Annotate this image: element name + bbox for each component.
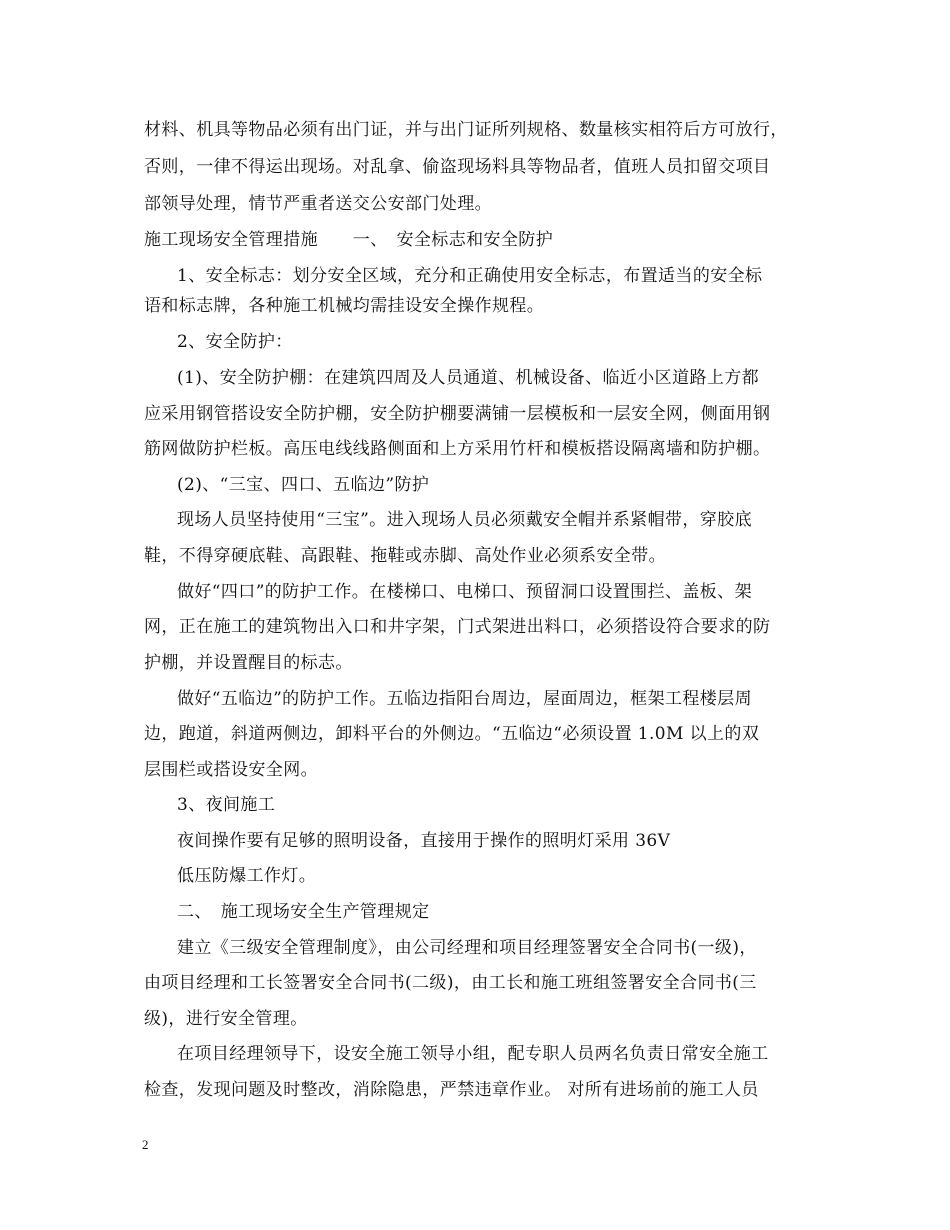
body-line-17: 做好“五临边”的防护工作。五临边指阳台周边，屋面周边，框架工程楼层周 — [177, 689, 752, 709]
section-heading-line: 施工现场安全管理措施 一、 安全标志和安全防护 — [144, 230, 554, 250]
body-line-18: 边，跑道，斜道两侧边，卸料平台的外侧边。“五临边“必须设置 1.0M 以上的双 — [144, 724, 760, 744]
body-line-21: 夜间操作要有足够的照明设备，直接用于操作的照明灯采用 36V — [177, 831, 671, 851]
body-line-26: 级)，进行安全管理。 — [144, 1009, 308, 1029]
page-number: 2 — [142, 1137, 149, 1152]
body-line-22: 低压防爆工作灯。 — [177, 866, 317, 886]
body-line-28: 检查，发现问题及时整改，消除隐患，严禁违章作业。 对所有进场前的施工人员 — [144, 1080, 759, 1100]
body-line-27: 在项目经理领导下，设安全施工领导小组，配专职人员两名负责日常安全施工 — [177, 1044, 769, 1064]
body-line-3: 部领导处理，情节严重者送交公安部门处理。 — [144, 194, 492, 214]
body-line-10: 筋网做防护栏板。高压电线线路侧面和上方采用竹杆和模板搭设隔离墙和防护棚。 — [144, 439, 771, 459]
body-line-7: 2、安全防护： — [177, 332, 293, 352]
body-line-2: 否则，一律不得运出现场。对乱拿、偷盗现场料具等物品者，值班人员扣留交项目 — [144, 157, 771, 177]
body-line-19: 层围栏或搭设安全网。 — [144, 760, 318, 780]
body-line-9: 应采用钢管搭设安全防护棚，安全防护棚要满铺一层模板和一层安全网，侧面用钢 — [144, 404, 771, 424]
body-line-13: 鞋，不得穿硬底鞋、高跟鞋、拖鞋或赤脚、高处作业必须系安全带。 — [144, 546, 666, 566]
body-line-8: (1)、安全防护棚：在建筑四周及人员通道、机械设备、临近小区道路上方都 — [177, 368, 760, 388]
body-line-16: 护棚，并设置醒目的标志。 — [144, 653, 353, 673]
body-line-25: 由项目经理和工长签署安全合同书(二级)，由工长和施工班组签署安全合同书(三 — [144, 973, 757, 993]
body-line-14: 做好“四口”的防护工作。在楼梯口、电梯口、预留洞口设置围拦、盖板、架 — [177, 582, 752, 602]
body-line-24: 建立《三级安全管理制度》，由公司经理和项目经理签署安全合同书(一级)， — [177, 938, 757, 958]
body-line-5: 1、安全标志：划分安全区域，充分和正确使用安全标志，布置适当的安全标 — [177, 266, 763, 286]
body-line-15: 网，正在施工的建筑物出入口和井字架，门式架进出料口，必须搭设符合要求的防 — [144, 617, 771, 637]
body-line-1: 材料、机具等物品必须有出门证，并与出门证所列规格、数量核实相符后方可放行， — [144, 120, 788, 140]
body-line-23: 二、 施工现场安全生产管理规定 — [177, 902, 430, 922]
body-line-20: 3、夜间施工 — [177, 795, 276, 815]
body-line-12: 现场人员坚持使用“三宝”。进入现场人员必须戴安全帽并系紧帽带，穿胶底 — [177, 510, 752, 530]
body-line-6: 语和标志牌，各种施工机械均需挂设安全操作规程。 — [144, 296, 545, 316]
body-line-11: (2)、“三宝、四口、五临边”防护 — [177, 475, 430, 495]
